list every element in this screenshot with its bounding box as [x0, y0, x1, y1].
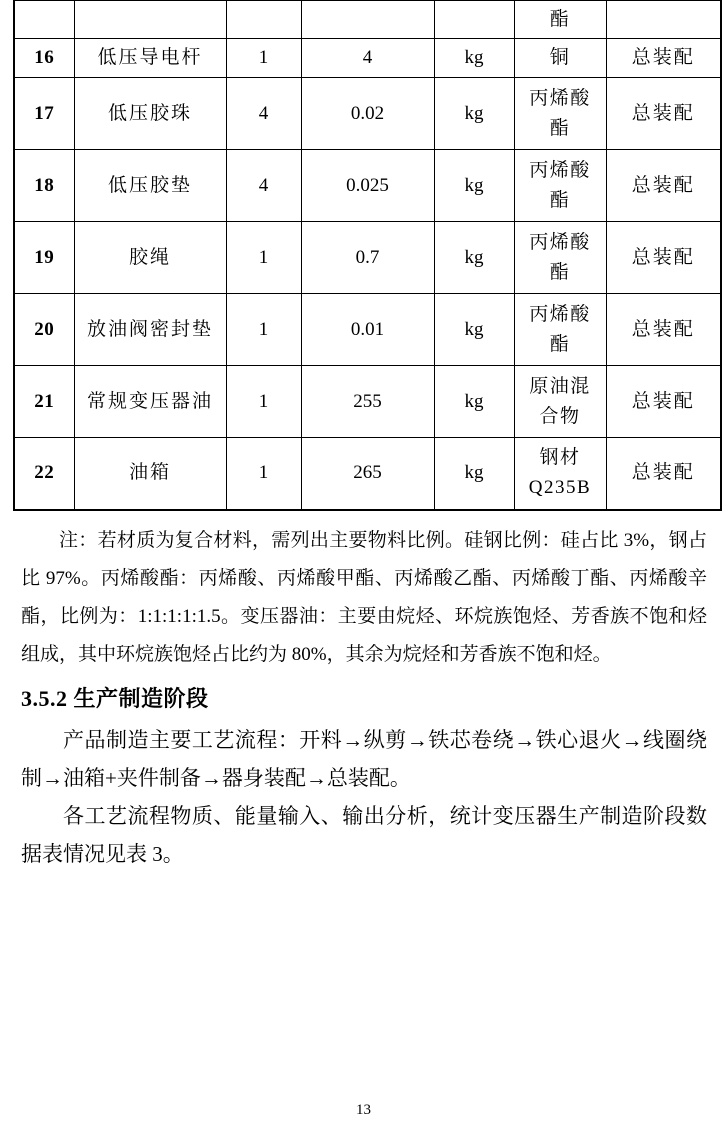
unit-cell: kg — [434, 294, 514, 366]
part-name-cell: 低压胶珠 — [74, 78, 226, 150]
material-line: 酯 — [549, 189, 571, 211]
unit-cell: kg — [434, 39, 514, 78]
quantity-cell — [226, 1, 301, 39]
quantity-cell: 1 — [226, 294, 301, 366]
unit-cell — [434, 1, 514, 39]
material-cell — [514, 39, 606, 78]
row-index-cell: 20 — [14, 294, 74, 366]
part-name-cell: 低压胶垫 — [74, 150, 226, 222]
material-line: 酯 — [549, 117, 571, 139]
part-name-cell: 油箱 — [74, 438, 226, 510]
mass-value-cell: 4 — [301, 39, 434, 78]
quantity-cell: 4 — [226, 150, 301, 222]
table-note: 注：若材质为复合材料，需列出主要物料比例。硅钢比例：硅占比 3%，钢占比 97%。丙烯酸酯：丙烯酸、丙烯酸甲酯、丙烯酸乙酯、丙烯酸丁酯、丙烯酸辛酯，比例为：1:1:1:1:1.5。变压器油：主要由烷烃、环烷族饱烃、芳香族不饱和烃组成，其中环烷族饱烃占比约为 80%，其余为烷烃和芳香族不饱和烃。 — [21, 530, 707, 665]
page-number: 13 — [356, 1102, 371, 1118]
unit-cell: kg — [434, 438, 514, 510]
part-name-cell: 胶绳 — [74, 222, 226, 294]
table-row — [14, 366, 721, 438]
mass-value-cell: 255 — [301, 366, 434, 438]
section-heading: 3.5.2 生产制造阶段 — [21, 686, 209, 711]
row-index-cell — [14, 1, 74, 39]
unit-cell: kg — [434, 78, 514, 150]
process-flow-paragraph: 产品制造主要工艺流程：开料→纵剪→铁芯卷绕→铁心退火→线圈绕制→油箱+夹件制备→器身装配→总装配。 — [21, 728, 707, 790]
row-index-cell: 21 — [14, 366, 74, 438]
material-line: 酯 — [549, 333, 571, 355]
mass-value-cell: 0.7 — [301, 222, 434, 294]
material-line: 丙烯酸 — [529, 159, 591, 181]
table-row — [14, 1, 721, 39]
material-cell — [514, 78, 606, 150]
row-index-cell: 18 — [14, 150, 74, 222]
material-cell — [514, 438, 606, 510]
unit-cell: kg — [434, 150, 514, 222]
table-row — [14, 39, 721, 78]
part-name-cell: 常规变压器油 — [74, 366, 226, 438]
assembly-stage-cell: 总装配 — [606, 39, 721, 78]
bom-table — [13, 0, 722, 511]
material-line: 丙烯酸 — [529, 303, 591, 325]
assembly-stage-cell: 总装配 — [606, 438, 721, 510]
row-index-cell: 22 — [14, 438, 74, 510]
bom-table-body — [14, 1, 721, 510]
quantity-cell: 1 — [226, 39, 301, 78]
mass-value-cell: 0.01 — [301, 294, 434, 366]
material-line: 酯 — [549, 8, 571, 30]
material-line: Q235B — [528, 477, 592, 499]
text-block — [21, 522, 707, 873]
unit-cell: kg — [434, 366, 514, 438]
mass-value-cell: 265 — [301, 438, 434, 510]
assembly-stage-cell: 总装配 — [606, 78, 721, 150]
material-cell — [514, 294, 606, 366]
part-name-cell — [74, 1, 226, 39]
quantity-cell: 1 — [226, 366, 301, 438]
mass-value-cell — [301, 1, 434, 39]
assembly-stage-cell: 总装配 — [606, 222, 721, 294]
material-line: 原油混 — [529, 375, 591, 397]
material-line: 丙烯酸 — [529, 87, 591, 109]
quantity-cell: 1 — [226, 222, 301, 294]
material-line: 合物 — [539, 405, 581, 427]
mass-value-cell: 0.02 — [301, 78, 434, 150]
material-cell — [514, 150, 606, 222]
quantity-cell: 1 — [226, 438, 301, 510]
part-name-cell: 低压导电杆 — [74, 39, 226, 78]
material-cell — [514, 222, 606, 294]
table-row — [14, 78, 721, 150]
row-index-cell: 19 — [14, 222, 74, 294]
material-cell — [514, 1, 606, 39]
mass-value-cell: 0.025 — [301, 150, 434, 222]
assembly-stage-cell: 总装配 — [606, 366, 721, 438]
material-line: 酯 — [549, 261, 571, 283]
row-index-cell: 17 — [14, 78, 74, 150]
assembly-stage-cell: 总装配 — [606, 150, 721, 222]
analysis-paragraph: 各工艺流程物质、能量输入、输出分析，统计变压器生产制造阶段数据表情况见表 3。 — [21, 804, 707, 866]
assembly-stage-cell — [606, 1, 721, 39]
table-row — [14, 294, 721, 366]
table-row — [14, 438, 721, 510]
table-row — [14, 222, 721, 294]
part-name-cell: 放油阀密封垫 — [74, 294, 226, 366]
material-line: 钢材 — [539, 447, 581, 469]
material-line: 丙烯酸 — [529, 231, 591, 253]
assembly-stage-cell: 总装配 — [606, 294, 721, 366]
unit-cell: kg — [434, 222, 514, 294]
table-row — [14, 150, 721, 222]
row-index-cell: 16 — [14, 39, 74, 78]
quantity-cell: 4 — [226, 78, 301, 150]
material-cell — [514, 366, 606, 438]
material-line: 铜 — [549, 47, 571, 68]
